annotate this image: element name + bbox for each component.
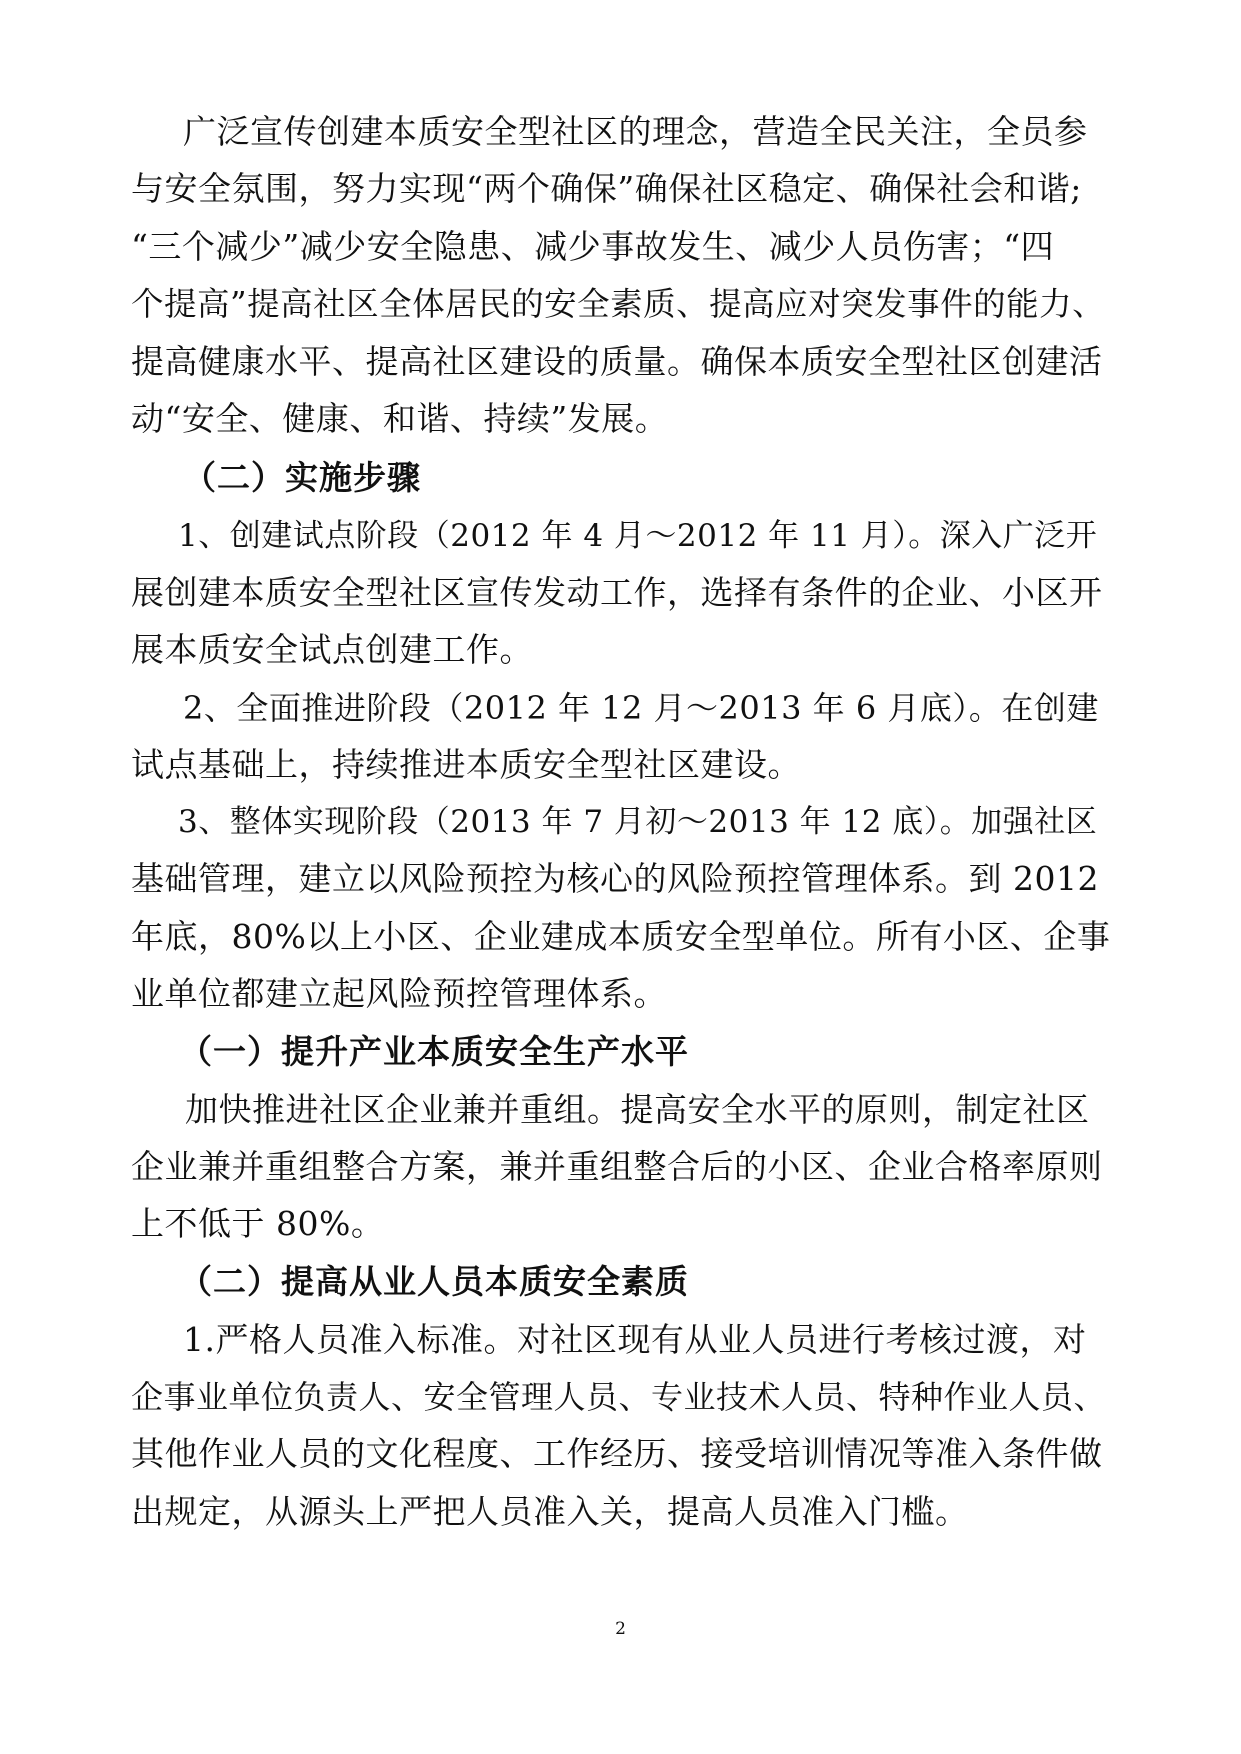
paragraph-line: 广泛宣传创建本质安全型社区的理念，营造全民关注，全员参 xyxy=(183,112,1088,151)
paragraph-line: 出规定，从源头上严把人员准入关，提高人员准入门槛。 xyxy=(131,1492,969,1531)
paragraph-line: 1.严格人员准入标准。对社区现有从业人员进行考核过渡，对 xyxy=(183,1320,1087,1359)
paragraph-line: 提高健康水平、提高社区建设的质量。确保本质安全型社区创建活 xyxy=(131,342,1103,381)
paragraph-line: 年底，80%以上小区、企业建成本质安全型单位。所有小区、企事 xyxy=(131,917,1111,956)
page-number: 2 xyxy=(615,1619,626,1639)
paragraph-line: 基础管理，建立以风险预控为核心的风险预控管理体系。到 2012 xyxy=(131,859,1099,898)
paragraph-line: 展创建本质安全型社区宣传发动工作，选择有条件的企业、小区开 xyxy=(131,573,1103,612)
paragraph-line: 上不低于 80%。 xyxy=(131,1204,385,1243)
paragraph-line: 3、整体实现阶段（2013 年 7 月初～2013 年 12 底）。加强社区 xyxy=(178,804,1098,840)
paragraph-line: 业单位都建立起风险预控管理体系。 xyxy=(131,974,667,1013)
paragraph-line: 与安全氛围，努力实现“两个确保”确保社区稳定、确保社会和谐; xyxy=(131,169,1082,208)
paragraph-line: 1、创建试点阶段（2012 年 4 月～2012 年 11 月）。深入广泛开 xyxy=(178,518,1098,554)
paragraph-line: 2、全面推进阶段（2012 年 12 月～2013 年 6 月底）。在创建 xyxy=(183,689,1099,727)
paragraph-line: 动“安全、健康、和谐、持续”发展。 xyxy=(131,399,669,438)
paragraph-line: 试点基础上，持续推进本质安全型社区建设。 xyxy=(131,745,801,784)
paragraph-line: 展本质安全试点创建工作。 xyxy=(131,630,533,669)
paragraph-line: 企业兼并重组整合方案，兼并重组整合后的小区、企业合格率原则 xyxy=(131,1147,1103,1186)
paragraph-line: 加快推进社区企业兼并重组。提高安全水平的原则，制定社区 xyxy=(185,1090,1090,1129)
section-heading: （一）提升产业本质安全生产水平 xyxy=(179,1032,689,1071)
paragraph-line: 企事业单位负责人、安全管理人员、专业技术人员、特种作业人员、 xyxy=(131,1378,1107,1416)
paragraph-line: 其他作业人员的文化程度、工作经历、接受培训情况等准入条件做 xyxy=(131,1434,1103,1473)
section-heading: （二）实施步骤 xyxy=(183,458,421,497)
paragraph-line: “三个减少”减少安全隐患、减少事故发生、减少人员伤害；“四 xyxy=(131,227,1055,266)
section-heading: （二）提高从业人员本质安全素质 xyxy=(179,1262,689,1301)
paragraph-line: 个提高”提高社区全体居民的安全素质、提高应对突发事件的能力、 xyxy=(131,285,1106,323)
